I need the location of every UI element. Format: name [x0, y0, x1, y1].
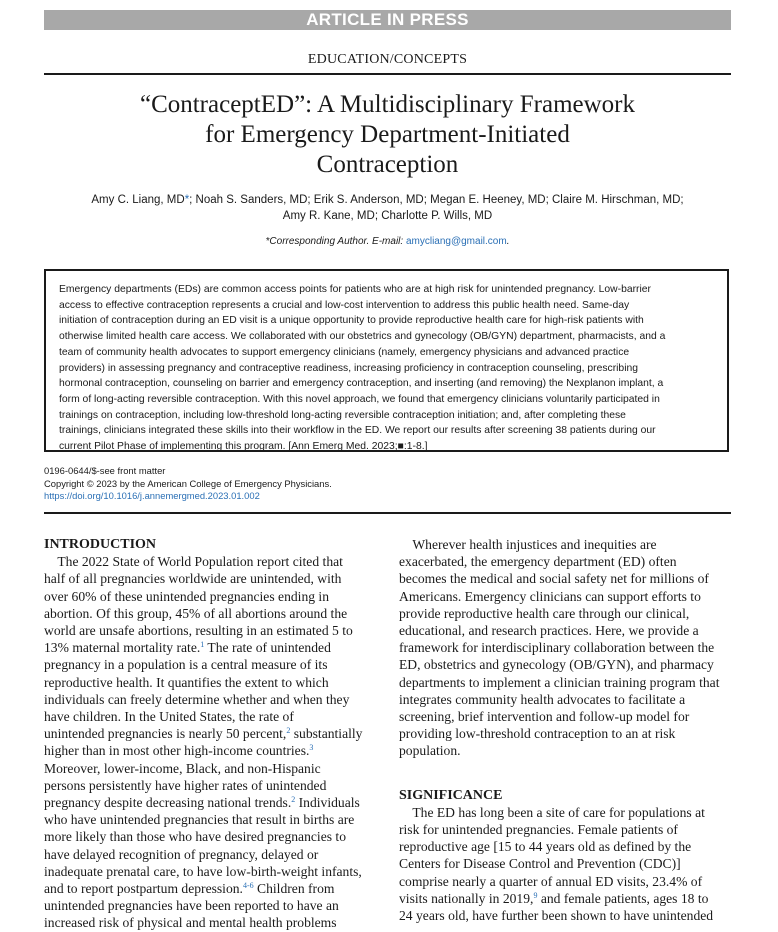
section-divider [44, 512, 731, 514]
title-line: “ContraceptED”: A Multidisciplinary Framework [139, 91, 636, 118]
citation-link[interactable]: 2 [286, 726, 291, 736]
abstract-line: initiation of contraception during an ED visit is a unique opportunity to provide reproductive health care for high-risk patients with [59, 315, 644, 327]
text-line [44, 588, 380, 605]
author-name: Amy C. Liang, MD [91, 194, 185, 206]
line-text: higher than in most other high-income countries. [44, 743, 310, 759]
text-line [44, 828, 380, 845]
line-text: increased risk of physical and mental health problems [44, 915, 337, 931]
line-text: inadequate prenatal care, to have low-birth-weight infants, [44, 863, 362, 879]
text-line [44, 880, 380, 897]
abstract-line: access to effective contraception represents a crucial and low-cost intervention to address this public health need. Same-day [59, 299, 630, 311]
line-text: substantially [290, 726, 363, 742]
corresponding-end: . [506, 236, 510, 247]
text-line [44, 622, 380, 639]
line-text: reproductive age [15 to 44 years old as defined by the [399, 839, 692, 855]
significance-heading: SIGNIFICANCE [399, 787, 503, 803]
text-line [44, 914, 380, 931]
citation-link[interactable]: 4-6 [242, 881, 254, 891]
line-text: have delayed recognition of pregnancy, delayed or [44, 846, 319, 862]
article-in-press-banner: ARTICLE IN PRESS [44, 10, 731, 30]
text-line [399, 855, 735, 872]
line-text: exacerbated, the emergency department (ED) often [399, 554, 677, 570]
copyright-line: Copyright © 2023 by the American College of Emergency Physicians. [44, 477, 332, 489]
abstract-line: current Pilot Phase of implementing this program. [Ann Emerg Med. 2023;■:1-8.] [59, 441, 428, 453]
abstract-line: hormonal contraception, counseling on barrier and emergency contraception, and inserting (and removing) the Nexplanon implant, a [59, 378, 664, 390]
line-text: 13% maternal mortality rate. [44, 640, 201, 656]
line-text: The rate of unintended [204, 640, 331, 656]
abstract-line: otherwise limited health care access. We collaborated with our obstetrics and gynecology (OB/GYN) department, pharmacists, and a [59, 331, 666, 343]
right-column [399, 536, 735, 924]
text-line [44, 725, 380, 742]
line-text: Children from [253, 881, 335, 897]
line-text: unintended pregnancies have been reported to have an [44, 898, 339, 914]
line-text: ED, obstetrics and gynecology (OB/GYN), and pharmacy [399, 657, 714, 673]
line-text: visits nationally in 2019, [399, 890, 534, 906]
line-text: departments to implement a clinician training program that [399, 674, 720, 690]
line-text: and female patients, ages 18 to [537, 890, 709, 906]
line-text: Wherever health injustices and inequities are [399, 537, 657, 552]
text-line [44, 691, 380, 708]
abstract-line: providers) in assessing pregnancy and contraceptive readiness, increasing proficiency in contraception counseling, prescribing [59, 362, 638, 374]
text-line [399, 890, 735, 907]
line-text: 24 years old, have further been shown to have unintended [399, 908, 714, 924]
corresponding-author-link[interactable]: * [184, 194, 190, 206]
front-matter-info [44, 465, 544, 503]
line-text: risk for unintended pregnancies. Female patients of [399, 822, 678, 838]
doi-link[interactable]: https://doi.org/10.1016/j.annemergmed.2023.01.002 [44, 490, 260, 501]
text-line [44, 760, 380, 777]
text-line [399, 553, 735, 570]
section-label: EDUCATION/CONCEPTS [307, 52, 468, 67]
text-line [399, 838, 735, 855]
line-text: individuals can freely determine whether and when they [44, 691, 350, 707]
line-text: becomes the medical and social safety net for millions of [399, 571, 709, 587]
abstract-line: team of community health advocates to support emergency clinicians (namely, emergency physicians and advanced practice [59, 346, 630, 358]
line-text: providing low-threshold contraception to an at risk [399, 726, 676, 742]
text-line [44, 674, 380, 691]
citation-link[interactable]: 3 [309, 743, 314, 753]
line-text: The 2022 State of World Population report cited that [44, 554, 343, 570]
text-line [399, 725, 735, 742]
author-line: Amy R. Kane, MD; Charlotte P. Wills, MD [282, 209, 493, 222]
article-title [60, 90, 715, 180]
text-line [44, 742, 380, 759]
line-text: over 60% of these unintended pregnancies ending in [44, 588, 330, 604]
line-text: and to report postpartum depression. [44, 881, 243, 897]
abstract-box [44, 269, 729, 452]
line-text: more likely than those who have desired pregnancies to [44, 829, 346, 845]
abstract-line: form of long-acting reversible contraception. With this novel approach, we found that emergency clinicians voluntarily participated in [59, 393, 660, 405]
right-body [399, 536, 735, 760]
text-line [399, 742, 735, 759]
title-line: for Emergency Department-Initiated [205, 121, 570, 148]
text-line [44, 639, 380, 656]
line-text: pregnancy in a population is a central measure of its [44, 657, 328, 673]
text-line [399, 691, 735, 708]
line-text: Individuals [295, 795, 360, 811]
line-text: who have unintended pregnancies that result in births are [44, 812, 355, 828]
text-line [399, 605, 735, 622]
line-text: Moreover, lower-income, Black, and non-Hispanic [44, 760, 321, 776]
author-line [44, 193, 731, 209]
text-line [399, 639, 735, 656]
text-line [399, 622, 735, 639]
line-text: half of all pregnancies worldwide are unintended, with [44, 571, 342, 587]
abstract-line: Emergency departments (EDs) are common access points for patients who are at high risk for unintended pregnancy. Low-barrier [59, 284, 651, 295]
significance-body [399, 804, 735, 924]
text-line [399, 656, 735, 673]
issn-line: 0196-0644/$-see front matter [44, 465, 166, 476]
line-text: provide reproductive health care through our clinical, [399, 605, 690, 621]
line-text: The ED has long been a site of care for populations at [399, 804, 705, 820]
author-names: ; Noah S. Sanders, MD; Erik S. Anderson, MD; Megan E. Heeney, MD; Claire M. Hirschman, MD; [189, 194, 684, 206]
line-text: reproductive health. It quantifies the extent to which [44, 674, 329, 690]
text-line [44, 846, 380, 863]
corresponding-author-note [44, 236, 731, 247]
text-line [44, 811, 380, 828]
abstract-line: trainings, clinicians integrated these skills into their workflow in the ED. We report our results after screening 38 patients during our [59, 425, 656, 437]
text-line [399, 804, 735, 821]
text-line [399, 536, 735, 553]
text-line [44, 708, 380, 725]
author-list [44, 193, 731, 224]
text-line [44, 794, 380, 811]
line-text: abortion. Of this group, 45% of all abortions around the [44, 605, 348, 621]
line-text: world are unsafe abortions, resulting in an estimated 5 to [44, 623, 353, 639]
text-line [44, 553, 380, 570]
text-line [399, 570, 735, 587]
line-text: pregnancy despite decreasing national trends. [44, 795, 292, 811]
text-line [44, 777, 380, 794]
email-link[interactable]: amycliang@gmail.com [405, 236, 507, 247]
citation-link[interactable]: 1 [200, 640, 205, 650]
line-text: comprise nearly a quarter of annual ED visits, 23.4% of [399, 873, 703, 889]
text-line [399, 873, 735, 890]
left-column [44, 536, 380, 932]
text-line [44, 897, 380, 914]
text-line [44, 656, 380, 673]
line-text: framework for interdisciplinary collaboration between the [399, 640, 715, 656]
text-line [399, 821, 735, 838]
introduction-body [44, 553, 380, 931]
header-rule [44, 73, 731, 75]
citation-link[interactable]: 2 [291, 795, 296, 805]
citation-link[interactable]: 9 [533, 890, 538, 900]
introduction-heading: INTRODUCTION [44, 537, 157, 552]
text-line [399, 588, 735, 605]
text-line [44, 570, 380, 587]
text-line [44, 863, 380, 880]
line-text: have children. In the United States, the rate of [44, 709, 294, 725]
title-line: Contraception [316, 151, 459, 178]
line-text: persons persistently have higher rates of unintended [44, 777, 327, 793]
line-text: Americans. Emergency clinicians can support efforts to [399, 588, 701, 604]
line-text: unintended pregnancies is nearly 50 percent, [44, 726, 287, 742]
line-text: screening, brief intervention and follow-up model for [399, 709, 690, 725]
text-line [399, 907, 735, 924]
line-text: population. [399, 743, 461, 759]
text-line [399, 674, 735, 691]
line-text: Centers for Disease Control and Prevention (CDC)] [399, 856, 681, 872]
corresponding-label: *Corresponding Author. E-mail: [265, 236, 406, 247]
line-text: integrates community health advocates to facilitate a [399, 691, 686, 707]
text-line [44, 605, 380, 622]
text-line [399, 708, 735, 725]
line-text: educational, and research practices. Here, we provide a [399, 623, 699, 639]
abstract-line: trainings on contraception, including low-threshold long-acting reversible contraception initiation; and, after completing these [59, 409, 626, 421]
